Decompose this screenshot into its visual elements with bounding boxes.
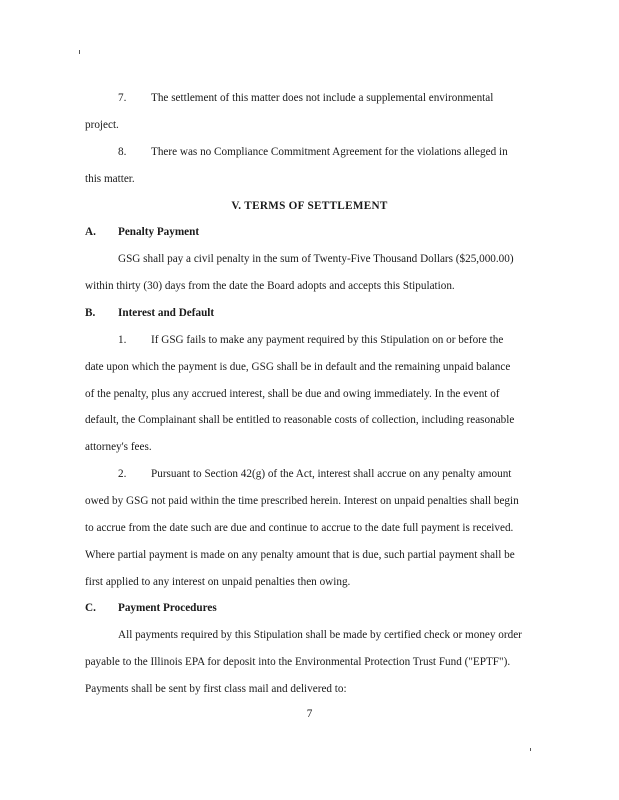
section-b1-line: If GSG fails to make any payment required by this Stipulation on or before the xyxy=(151,334,504,346)
section-a-line: within thirty (30) days from the date the Board adopts and accepts this Stipulation. xyxy=(85,280,455,292)
section-b2-line: Pursuant to Section 42(g) of the Act, interest shall accrue on any penalty amount xyxy=(151,468,512,480)
section-b1-line: default, the Complainant shall be entitled to reasonable costs of collection, including reasonable xyxy=(85,414,515,426)
paragraph-8-line: this matter. xyxy=(85,173,135,185)
paragraph-7-number: 7. xyxy=(118,92,127,104)
section-b1-line: of the penalty, plus any accrued interest, shall be due and owing immediately. In the event of xyxy=(85,388,500,400)
section-b-title: Interest and Default xyxy=(118,307,215,319)
section-b1-number: 1. xyxy=(118,334,127,346)
section-c-line: payable to the Illinois EPA for deposit into the Environmental Protection Trust Fund ("EPTF"). xyxy=(85,656,511,668)
section-b2-line: to accrue from the date such are due and continue to accrue to the date full payment is received. xyxy=(85,522,514,534)
section-a-line: GSG shall pay a civil penalty in the sum of Twenty-Five Thousand Dollars ($25,000.00) xyxy=(118,253,514,265)
paragraph-8-line: There was no Compliance Commitment Agreement for the violations alleged in xyxy=(151,146,508,158)
section-c-letter: C. xyxy=(85,602,96,614)
scan-speck xyxy=(530,748,531,751)
paragraph-7-line: project. xyxy=(85,119,119,131)
scan-speck xyxy=(79,50,80,54)
section-heading: V. TERMS OF SETTLEMENT xyxy=(231,200,388,212)
section-b2-number: 2. xyxy=(118,468,127,480)
paragraph-7-line: The settlement of this matter does not include a supplemental environmental xyxy=(151,92,494,104)
section-c-line: All payments required by this Stipulation shall be made by certified check or money order xyxy=(118,629,522,641)
section-b2-line: first applied to any interest on unpaid penalties then owing. xyxy=(85,576,351,588)
section-b1-line: date upon which the payment is due, GSG shall be in default and the remaining unpaid balance xyxy=(85,361,511,373)
section-a-title: Penalty Payment xyxy=(118,226,200,238)
section-b2-line: owed by GSG not paid within the time prescribed herein. Interest on unpaid penalties shall begin xyxy=(85,495,519,507)
section-b-letter: B. xyxy=(85,307,96,319)
section-c-title: Payment Procedures xyxy=(118,602,217,614)
section-a-letter: A. xyxy=(85,226,96,238)
page-number: 7 xyxy=(306,708,313,720)
section-b2-line: Where partial payment is made on any penalty amount that is due, such partial payment shall be xyxy=(85,549,515,561)
section-c-line: Payments shall be sent by first class mail and delivered to: xyxy=(85,683,347,695)
section-b1-line: attorney's fees. xyxy=(85,441,152,453)
paragraph-8-number: 8. xyxy=(118,146,127,158)
